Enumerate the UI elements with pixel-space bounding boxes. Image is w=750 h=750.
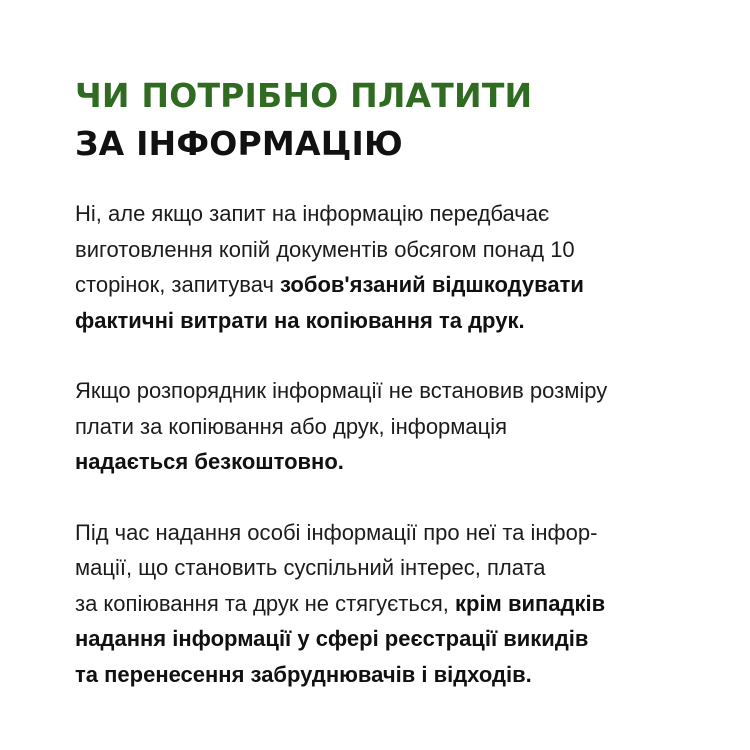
paragraph-line: Якщо розпорядник інформації не встановив розміру — [75, 378, 608, 403]
paragraph-emphasis: та перенесення забруднювачів і відходів. — [75, 661, 532, 687]
page-title — [75, 72, 532, 168]
paragraph-emphasis: крім випадків — [455, 590, 606, 616]
paragraph-line: Ні, але якщо запит на інформацію передбачає — [75, 201, 550, 226]
paragraph-text: сторінок, запитувач — [75, 272, 281, 297]
paragraph-line: мації, що становить суспільний інтерес, плата — [75, 555, 546, 580]
paragraph-payment-rule — [75, 196, 685, 338]
title-line-main: ЗА ІНФОРМАЦІЮ — [75, 124, 403, 163]
paragraph-free-of-charge — [75, 373, 685, 480]
paragraph-line — [75, 586, 685, 622]
paragraph-line: Під час надання особі інформації про неї та інфор- — [75, 519, 598, 545]
paragraph-exceptions — [75, 515, 685, 693]
paragraph-emphasis: зобов'язаний відшкодувати — [280, 272, 584, 297]
title-line-accent: ЧИ ПОТРІБНО ПЛАТИТИ — [75, 76, 533, 115]
paragraph-line: виготовлення копій документів обсягом понад 10 — [75, 236, 575, 262]
paragraph-line — [75, 267, 685, 303]
paragraph-emphasis: надається безкоштовно. — [75, 449, 344, 474]
paragraph-text: за копіювання та друк не стягується, — [75, 590, 455, 616]
paragraph-line: плати за копіювання або друк, інформація — [75, 413, 508, 439]
paragraph-emphasis: фактичні витрати на копіювання та друк. — [75, 307, 525, 333]
body-text — [75, 196, 685, 727]
paragraph-emphasis: надання інформації у сфері реєстрації викидів — [75, 626, 589, 651]
